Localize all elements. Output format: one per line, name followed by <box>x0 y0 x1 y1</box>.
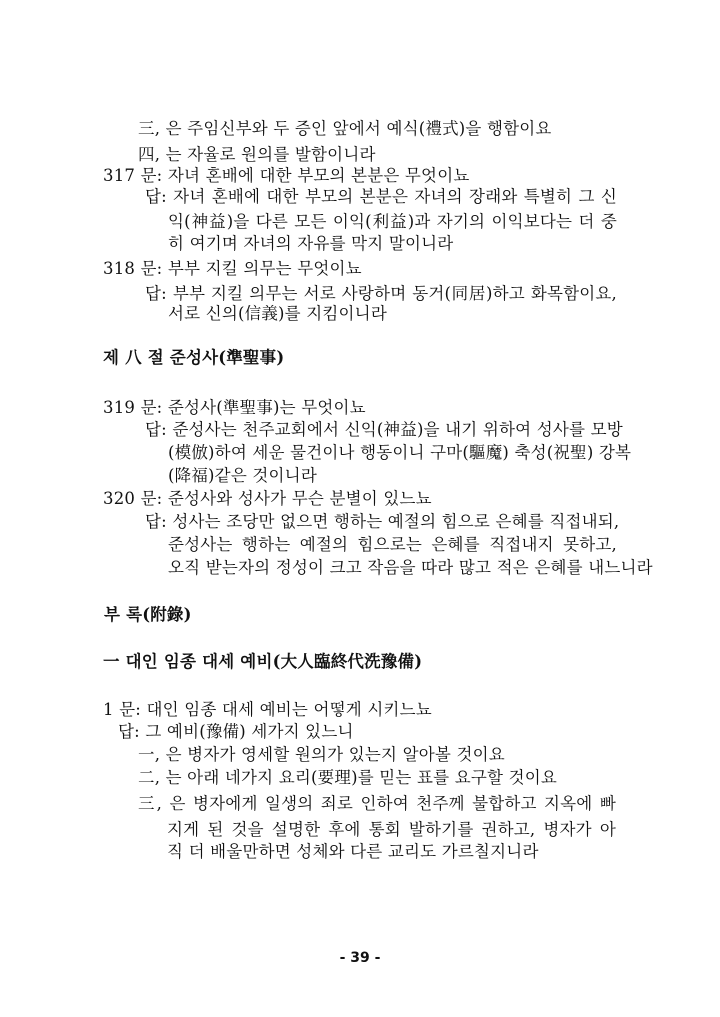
text-line: 서로 신의(信義)를 지킴이니라 <box>168 304 387 323</box>
list-item: 一, 은 병자가 영세할 원의가 있는지 알아볼 것이요 <box>138 745 505 764</box>
appendix-heading: 부 록(附錄) <box>104 605 192 624</box>
list-item: 二, 는 아래 네가지 요리(要理)를 믿는 표를 요구할 것이요 <box>138 768 558 787</box>
answer-319: 답: 준성사는 천주교회에서 신익(神益)을 내기 위하여 성사를 모방 <box>145 420 623 439</box>
question-319: 319 문: 준성사(準聖事)는 무엇이뇨 <box>103 398 366 417</box>
text-line: 四, 는 자율로 원의를 발함이니라 <box>138 145 376 164</box>
text-line: 지게 된 것을 설명한 후에 통회 발하기를 권하고, 병자가 아 <box>167 820 616 839</box>
answer-320: 답: 성사는 조당만 없으면 행하는 예절의 힘으로 은혜를 직접내되, <box>145 512 620 531</box>
question-318: 318 문: 부부 지킬 의무는 무엇이뇨 <box>103 259 362 278</box>
answer-318: 답: 부부 지킬 의무는 서로 사랑하며 동거(同居)하고 화목함이요, <box>145 284 617 303</box>
text-line: 준성사는 행하는 예절의 힘으로는 은혜를 직접내지 못하고, <box>168 535 617 554</box>
text-line: 익(神益)을 다른 모든 이익(利益)과 자기의 이익보다는 더 중 <box>168 212 617 231</box>
question-1: 1 문: 대인 임종 대세 예비는 어떻게 시키느뇨 <box>103 700 432 719</box>
answer-317: 답: 자녀 혼배에 대한 부모의 본분은 자녀의 장래와 특별히 그 신 <box>145 187 617 206</box>
text-line: (模倣)하여 세운 물건이나 행동이니 구마(驅魔) 축성(祝聖) 강복 <box>168 443 632 462</box>
list-item: 三, 은 병자에게 일생의 죄로 인하여 천주께 불합하고 지옥에 빠 <box>138 794 616 813</box>
text-line: 오직 받는자의 정성이 크고 작음을 따라 많고 적은 은혜를 내느니라 <box>168 558 653 577</box>
text-line: 직 더 배울만하면 성체와 다른 교리도 가르칠지니라 <box>167 842 539 861</box>
answer-1: 답: 그 예비(豫備) 세가지 있느니 <box>118 722 354 741</box>
text-line: 히 여기며 자녀의 자유를 막지 말이니라 <box>168 234 454 253</box>
page-number: - 39 - <box>339 950 381 966</box>
text-line: (降福)같은 것이니라 <box>168 466 317 485</box>
question-320: 320 문: 준성사와 성사가 무슨 분별이 있느뇨 <box>103 489 432 508</box>
question-317: 317 문: 자녀 혼배에 대한 부모의 본분은 무엇이뇨 <box>103 166 470 185</box>
subsection-heading: 一 대인 임종 대세 예비(大人臨終代洗豫備) <box>103 652 423 671</box>
section-heading: 제 八 절 준성사(準聖事) <box>103 348 285 367</box>
text-line: 三, 은 주임신부와 두 증인 앞에서 예식(禮式)을 행함이요 <box>138 119 552 138</box>
